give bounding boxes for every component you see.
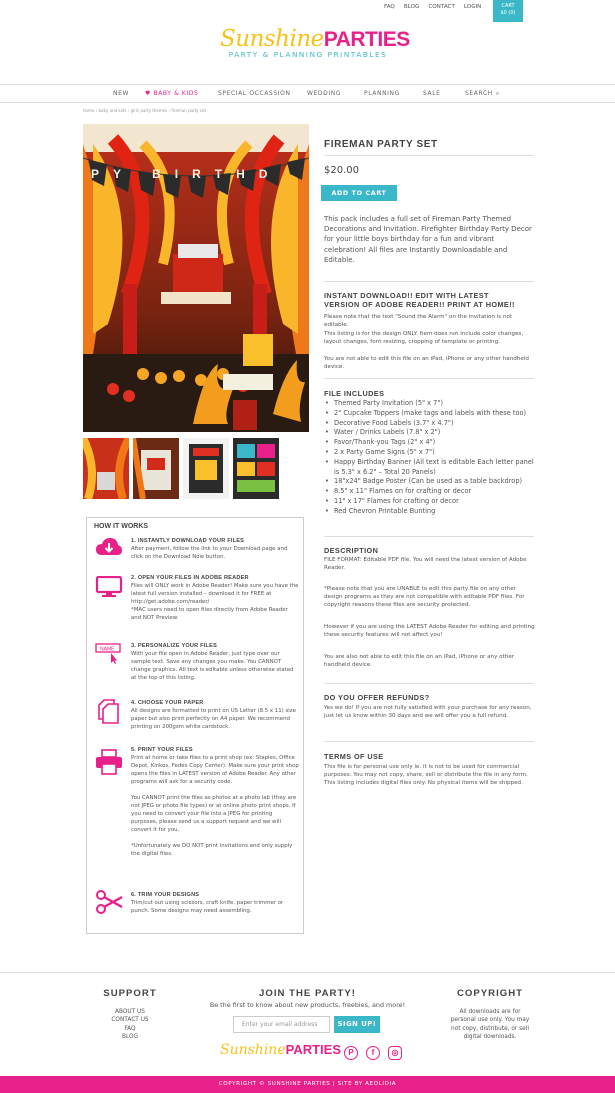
email-input[interactable]: Enter your email address <box>233 1016 330 1033</box>
step-1-body: After payment, follow the link to your Download page and click on the Download Now button. <box>131 546 288 560</box>
paper-stack-icon <box>95 699 123 725</box>
nav-divider-bottom <box>0 102 615 103</box>
about-us-link[interactable]: ABOUT US <box>115 1009 145 1015</box>
divider <box>324 536 534 537</box>
banner-text: PY BIRTHD <box>91 167 282 181</box>
logo-parties: PARTIES <box>323 28 410 51</box>
blog-footer-link[interactable]: BLOG <box>121 1034 139 1041</box>
list-item: • Themed Party Invitation (5" x 7") <box>334 399 534 409</box>
breadcrumb: home › baby and kids › girls party themes › fireman party set <box>83 108 207 113</box>
step-6-title: 6. TRIM YOUR DESIGNS <box>131 892 200 898</box>
list-item: • Decorative Food Labels (3.7" x 4.7") <box>334 419 534 429</box>
description-heading: DESCRIPTION <box>324 546 379 555</box>
step-5-title: 5. PRINT YOUR FILES <box>131 747 193 753</box>
nav-divider-top <box>0 84 615 85</box>
logo-sunshine: Sunshine <box>220 26 324 52</box>
list-item: • Happy Birthday Banner (All text is editable Each letter panel is 5.3" x 6.2" – Total 20 Panels) <box>334 458 534 478</box>
step-4 <box>131 699 299 731</box>
step-5-body-3: *Unfortunately we DO NOT print invitations and only supply the digital files. <box>131 843 293 857</box>
heart-icon: ♥ <box>145 90 154 97</box>
step-4-title: 4. CHOOSE YOUR PAPER <box>131 700 204 706</box>
product-thumbnail-2[interactable] <box>133 438 179 499</box>
support-heading: SUPPORT <box>103 988 157 999</box>
footer-logo-sunshine: Sunshine <box>220 1042 286 1058</box>
nav-special-occassion[interactable]: SPECIAL OCCASSION <box>218 90 291 97</box>
divider <box>324 683 534 684</box>
footer-logo[interactable] <box>220 1042 341 1058</box>
list-item: • 8.5" x 11" Flames on for crafting or decor <box>334 487 534 497</box>
logo-tagline: PARTY & PLANNING PRINTABLES <box>228 50 388 59</box>
product-thumbnail-1[interactable] <box>83 438 129 499</box>
scissors-icon <box>95 890 123 914</box>
list-item: • 11" x 17" Flames for crafting or decor <box>334 497 534 507</box>
nav-wedding[interactable]: WEDDING <box>307 90 342 97</box>
refunds-body: Yes we do! If you are not fully satisfied with your purchase for any reason, just let us know within 30 days and we will offer you a full refund. <box>324 705 532 720</box>
footer-divider <box>0 972 615 973</box>
nav-sale[interactable]: SALE <box>423 90 441 97</box>
pinterest-icon[interactable]: P <box>344 1046 358 1060</box>
list-item: • 18"x24" Badge Poster (Can be used as a table backdrop) <box>334 477 534 487</box>
site-logo[interactable] <box>220 26 410 59</box>
instant-note-1: Please note that the text "Sound the Alarm" on the invitation is not editable. <box>324 314 513 329</box>
monitor-icon <box>95 576 123 598</box>
login-link[interactable]: LOGIN <box>463 4 482 10</box>
instant-note-3: You are not able to edit this file on an iPad, iPhone or any other handheld device. <box>324 356 529 371</box>
description-p2: *Please note that you are UNABLE to edit this party file on any other design programs as they are not compatible with editable PDF files. For copyright reasons these files are security protected. <box>324 586 525 609</box>
instant-download-heading: INSTANT DOWNLOAD!! EDIT WITH LATEST VERSION OF ADOBE READER!! PRINT AT HOME!! <box>324 291 515 309</box>
divider <box>324 281 534 282</box>
description-p1: FILE FORMAT: Editable PDF file. You will need the latest version of Adobe Reader. <box>324 557 527 572</box>
divider <box>324 378 534 379</box>
step-2 <box>131 574 299 622</box>
step-1-title: 1. INSTANTLY DOWNLOAD YOUR FILES <box>131 538 245 544</box>
name-tag-cursor-icon <box>95 643 123 665</box>
nav-baby-kids[interactable]: ♥ BABY & KIDS <box>145 90 199 97</box>
product-thumbnail-3[interactable] <box>183 438 229 499</box>
join-heading: JOIN THE PARTY! <box>259 988 356 999</box>
step-3-body: With your file open in Adobe Reader, just type over our sample text. Save any changes you make. You CANNOT change graphics. All text is editable unless otherwise stated at the top of this listing. <box>131 651 294 681</box>
cloud-download-icon <box>95 537 123 559</box>
step-2-body: Files will ONLY work in Adobe Reader! Make sure you have the latest full version installed – download it for FREE at http://get.adobe.com/reader/ <box>131 583 299 605</box>
file-includes-heading: FILE INCLUDES <box>324 389 385 398</box>
product-thumbnail-4[interactable] <box>233 438 279 499</box>
divider <box>324 155 534 156</box>
product-price: $20.00 <box>324 165 359 176</box>
bottom-bar-text: COPYRIGHT © SUNSHINE PARTIES | SITE BY AEOLIDIA <box>218 1081 397 1087</box>
contact-us-link[interactable]: CONTACT US <box>111 1017 149 1024</box>
cart-button[interactable] <box>493 0 523 22</box>
list-item: • 2 x Party Game Signs (5" x 7") <box>334 448 534 458</box>
faq-link[interactable]: FAQ <box>384 4 395 10</box>
copyright-heading: COPYRIGHT <box>456 988 524 999</box>
name-tag-label: NAME <box>100 646 115 653</box>
file-includes-list <box>334 399 534 517</box>
description-p3: However if you are using the LATEST Adobe Reader for editing and printing these security features will not affect you! <box>324 624 535 639</box>
terms-heading: TERMS OF USE <box>324 752 384 761</box>
step-4-body: All designs are formatted to print on US Letter (8.5 x 11) size paper but also print perfectly on A4 paper. We recommend printing on 200gsm white cardstock. <box>131 708 296 730</box>
faq-footer-link[interactable]: FAQ <box>124 1025 136 1032</box>
add-to-cart-button[interactable]: ADD TO CART <box>321 185 397 201</box>
copyright-text: All downloads are for personal use only. You may not copy, distribute, or sell digital downloads. <box>450 1009 530 1041</box>
step-2-body-2: *MAC users need to open files directly from Adobe Reader and NOT Preview. <box>131 607 288 621</box>
list-item: • Favor/Thank-you Tags (2" x 4") <box>334 438 534 448</box>
footer-logo-parties: PARTIES <box>285 1042 341 1057</box>
search-icon: ⌕ <box>495 90 500 97</box>
step-3 <box>131 642 299 682</box>
how-it-works-title: HOW IT WORKS <box>94 523 149 530</box>
step-1 <box>131 537 299 561</box>
blog-link[interactable]: BLOG <box>403 4 420 10</box>
nav-planning[interactable]: PLANNING <box>364 90 400 97</box>
support-links <box>100 1008 160 1042</box>
nav-search[interactable]: SEARCH ⌕ <box>465 90 500 97</box>
terms-body: This file is for personal use only ie. it is not to be used for commercial purposes. You may not copy, share, sell or distribute the file in any form. This listing includes digital files only. No physical items will be shipped. <box>324 764 528 787</box>
step-5-body: Print at home or take files to a print shop (ex: Staples, Office Depot, Kinkos, Fedex Copy Center). Make sure your print shop opens the files in LATEST version of Adobe Reader. Any other programs will ask for a security code. <box>131 755 299 785</box>
step-5 <box>131 746 299 858</box>
join-text: Be the first to know about new products, freebies, and more! <box>209 1001 406 1009</box>
list-item: • 2" Cupcake Toppers (make tags and labels with these too) <box>334 409 534 419</box>
step-3-title: 3. PERSONALIZE YOUR FILES <box>131 643 218 649</box>
sign-up-button[interactable]: SIGN UP! <box>334 1016 380 1033</box>
list-item: • Red Chevron Printable Bunting <box>334 507 534 517</box>
cart-label: CART <box>501 3 515 9</box>
product-title: FIREMAN PARTY SET <box>324 139 438 150</box>
step-6 <box>131 891 299 915</box>
printer-icon <box>95 749 123 775</box>
step-2-title: 2. OPEN YOUR FILES IN ADOBE READER <box>131 575 249 581</box>
list-item: • Water / Drinks Labels (7.8" x 2") <box>334 428 534 438</box>
instant-note-2: This listing is for the design ONLY. Item does not include color changes, layout changes, font resizing, cropping of template or printing. <box>324 331 524 346</box>
description-p4: You are also not able to edit this file on an iPad, iPhone or any other handheld device. <box>324 654 515 669</box>
step-5-body-2: You CANNOT print the files as photos at a photo lab (they are not JPEG or photo file types) or at online photo print shops. If you need to convert your file into a JPEG for printing purposes, please send us a support request and we will convert it for you. <box>131 795 297 833</box>
instagram-icon[interactable]: ◎ <box>388 1046 402 1060</box>
divider <box>324 741 534 742</box>
product-description: This pack includes a full set of Fireman Party Themed Decorations and Invitation. Firefighter Birthday Party Decor for your little boys birthday for a fun and vibrant celebration! All files are Instantly Downloadable and Editable. <box>324 215 532 264</box>
nav-new[interactable]: NEW <box>113 90 130 97</box>
top-links <box>384 4 481 10</box>
contact-link[interactable]: CONTACT <box>428 4 455 10</box>
facebook-icon[interactable]: f <box>366 1046 380 1060</box>
refunds-heading: DO YOU OFFER REFUNDS? <box>324 693 430 702</box>
cart-value: $0 (0) <box>500 10 516 16</box>
product-main-image[interactable] <box>83 124 309 432</box>
step-6-body: Trim/cut out using scissors, craft knife, paper trimmer or punch. Some designs may need assembling. <box>131 900 284 914</box>
